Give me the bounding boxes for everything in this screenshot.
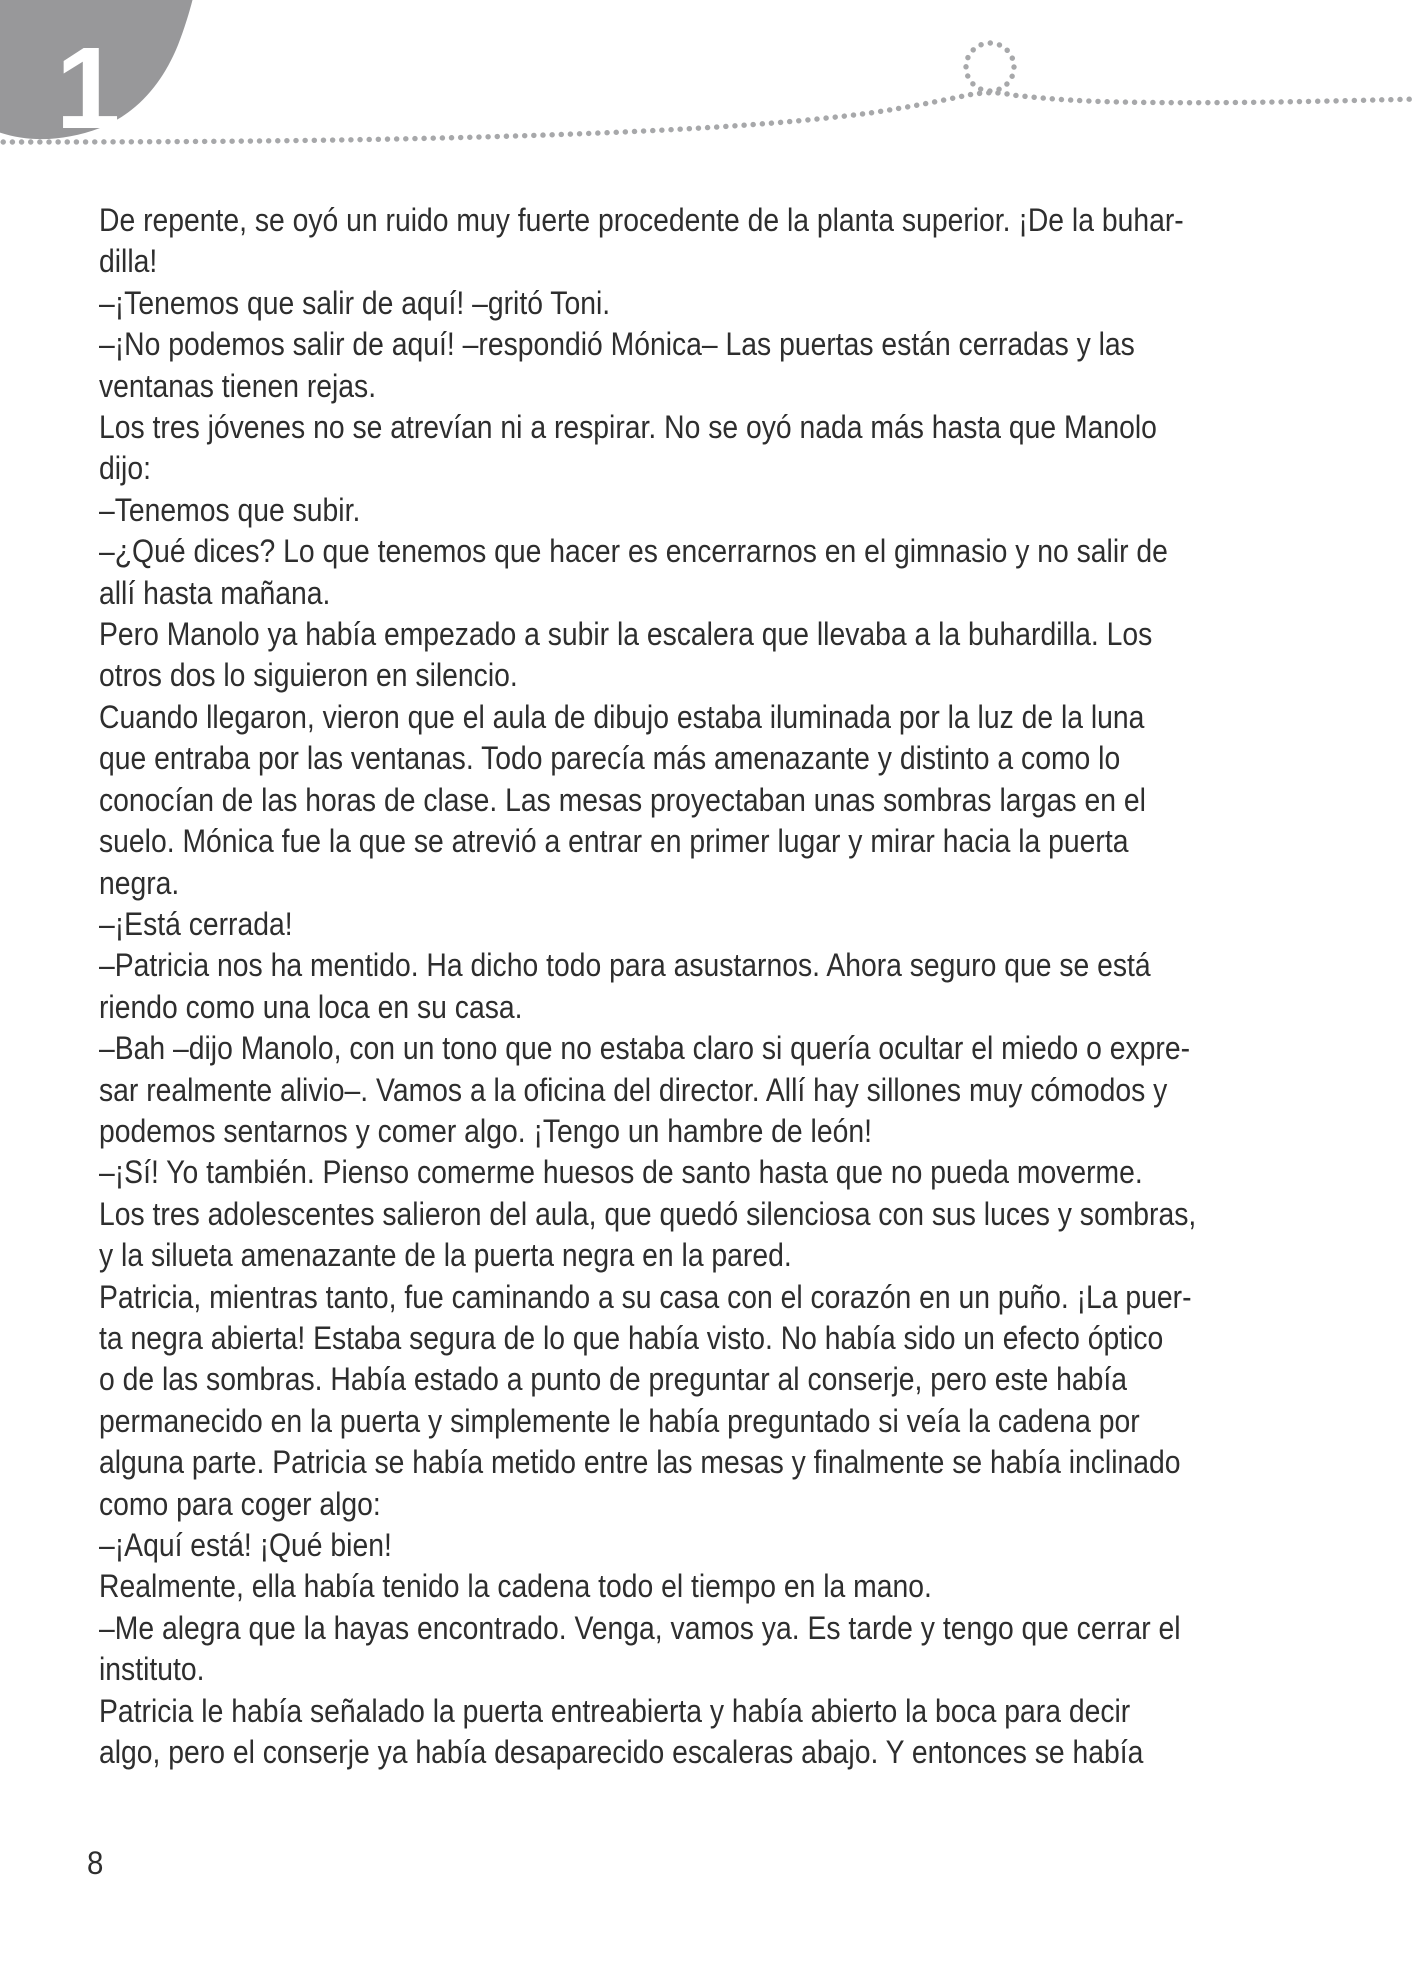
text-line: dijo: [99, 450, 151, 487]
text-line: como para coger algo: [99, 1485, 381, 1522]
page-number: 8 [87, 1845, 104, 1881]
text-line: Pero Manolo ya había empezado a subir la escalera que llevaba a la buhardilla. Los [99, 616, 1153, 653]
text-line: otros dos lo siguieron en silencio. [99, 657, 518, 694]
text-line: podemos sentarnos y comer algo. ¡Tengo un hambre de león! [99, 1112, 872, 1149]
dotted-loop [966, 43, 1014, 91]
text-line: –Tenemos que subir. [99, 491, 361, 528]
text-line: ta negra abierta! Estaba segura de lo que había visto. No había sido un efecto óptico [99, 1319, 1164, 1356]
text-line: –¡Tenemos que salir de aquí! –gritó Toni. [99, 284, 611, 321]
dotted-curve-decoration [0, 0, 1413, 220]
text-line: dilla! [99, 243, 158, 280]
text-line: Cuando llegaron, vieron que el aula de dibujo estaba iluminada por la luz de la luna [99, 698, 1145, 735]
text-line: –¡Aquí está! ¡Qué bien! [99, 1527, 392, 1563]
text-line: riendo como una loca en su casa. [99, 988, 523, 1025]
text-line: negra. [99, 864, 180, 901]
text-line: y la silueta amenazante de la puerta negra en la pared. [99, 1237, 792, 1274]
text-line: instituto. [99, 1651, 205, 1688]
story-text [99, 200, 1267, 1773]
text-line: suelo. Mónica fue la que se atrevió a entrar en primer lugar y mirar hacia la puerta [99, 823, 1129, 860]
text-line: permanecido en la puerta y simplemente le había preguntado si veía la cadena por [99, 1402, 1140, 1439]
text-line: que entraba por las ventanas. Todo parecía más amenazante y distinto a como lo [99, 740, 1121, 777]
text-line: allí hasta mañana. [99, 574, 331, 611]
text-line: –Patricia nos ha mentido. Ha dicho todo para asustarnos. Ahora seguro que se está [99, 947, 1151, 984]
text-line: Realmente, ella había tenido la cadena todo el tiempo en la mano. [99, 1568, 932, 1605]
text-line: –Me alegra que la hayas encontrado. Venga, vamos ya. Es tarde y tengo que cerrar el [99, 1609, 1181, 1646]
text-line: –¿Qué dices? Lo que tenemos que hacer es encerrarnos en el gimnasio y no salir de [99, 533, 1168, 570]
dotted-line [0, 93, 1413, 142]
text-line: –Bah –dijo Manolo, con un tono que no estaba claro si quería ocultar el miedo o expre- [99, 1030, 1191, 1067]
text-line: ventanas tienen rejas. [99, 367, 377, 404]
text-line: –¡Sí! Yo también. Pienso comerme huesos de santo hasta que no pueda moverme. [99, 1154, 1143, 1191]
text-line: algo, pero el conserje ya había desaparecido escaleras abajo. Y entonces se había [99, 1734, 1144, 1771]
text-line: –¡No podemos salir de aquí! –respondió Mónica– Las puertas están cerradas y las [99, 326, 1135, 363]
text-line: –¡Está cerrada! [99, 905, 293, 942]
text-line: conocían de las horas de clase. Las mesas proyectaban unas sombras largas en el [99, 781, 1146, 818]
text-line: Los tres adolescentes salieron del aula, que quedó silenciosa con sus luces y sombras, [99, 1195, 1197, 1232]
text-line: Los tres jóvenes no se atrevían ni a respirar. No se oyó nada más hasta que Manolo [99, 409, 1157, 446]
text-line: o de las sombras. Había estado a punto de preguntar al conserje, pero este había [99, 1361, 1128, 1398]
text-line: De repente, se oyó un ruido muy fuerte procedente de la planta superior. ¡De la buhar- [99, 202, 1184, 238]
text-line: Patricia le había señalado la puerta entreabierta y había abierto la boca para decir [99, 1692, 1131, 1729]
chapter-number: 1 [55, 23, 121, 153]
text-line: Patricia, mientras tanto, fue caminando a su casa con el corazón en un puño. ¡La puer- [99, 1278, 1192, 1315]
text-line: sar realmente alivio–. Vamos a la oficina del director. Allí hay sillones muy cómodos y [99, 1071, 1168, 1108]
text-line: alguna parte. Patricia se había metido entre las mesas y finalmente se había inclinado [99, 1444, 1181, 1481]
